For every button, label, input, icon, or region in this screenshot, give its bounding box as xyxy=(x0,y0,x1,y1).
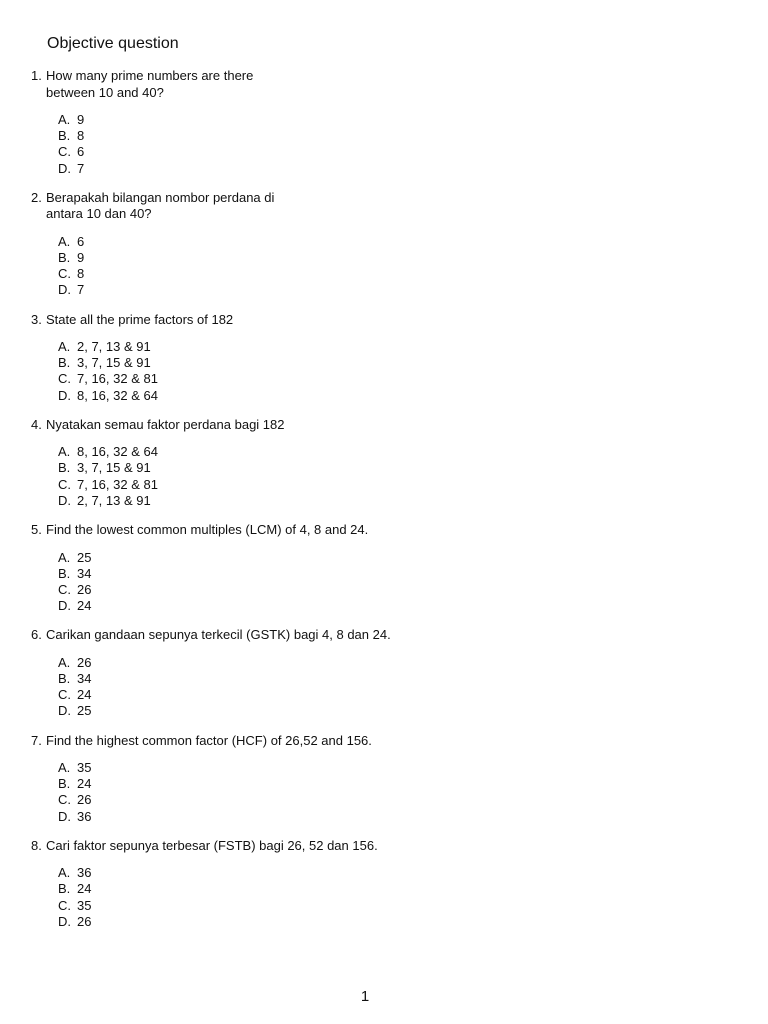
answer-option xyxy=(58,898,768,914)
question-item xyxy=(0,627,768,719)
option-letter: C. xyxy=(58,144,71,160)
option-value: 3, 7, 15 & 91 xyxy=(77,460,151,476)
question-stem xyxy=(0,838,446,855)
answer-option xyxy=(58,112,768,128)
option-value: 35 xyxy=(77,760,92,775)
option-letter: D. xyxy=(58,387,71,403)
option-letter: A. xyxy=(58,654,71,670)
answer-option xyxy=(58,339,768,355)
question-stem xyxy=(0,627,446,644)
option-letter: A. xyxy=(58,865,71,881)
option-letter: B. xyxy=(58,128,71,144)
question-text: Berapakah bilangan nombor perdana di antara 10 dan 40? xyxy=(46,189,275,222)
option-letter: B. xyxy=(58,670,71,686)
option-value: 8 xyxy=(77,266,85,282)
question-item xyxy=(0,190,768,299)
option-value: 26 xyxy=(77,654,92,670)
answer-option xyxy=(58,914,768,930)
option-letter: A. xyxy=(58,549,71,565)
question-stem xyxy=(0,190,326,223)
option-letter: A. xyxy=(58,233,71,249)
option-letter: C. xyxy=(58,266,71,282)
option-letter: C. xyxy=(58,476,71,492)
option-letter: D. xyxy=(58,598,71,614)
option-letter: B. xyxy=(58,355,71,371)
question-stem xyxy=(0,312,326,329)
option-letter: A. xyxy=(58,444,71,460)
option-value: 25 xyxy=(77,549,92,565)
option-letter: D. xyxy=(58,703,71,719)
question-item xyxy=(0,522,768,614)
option-value: 7, 16, 32 & 81 xyxy=(77,371,158,387)
option-letter: D. xyxy=(58,160,71,176)
option-value: 34 xyxy=(77,565,92,581)
option-letter: D. xyxy=(58,492,71,508)
question-text: Find the lowest common multiples (LCM) of 4, 8 and 24. xyxy=(46,522,369,537)
question-stem xyxy=(0,68,326,101)
question-number: 6. xyxy=(31,627,42,643)
answer-option xyxy=(58,266,768,282)
answer-option xyxy=(58,865,768,881)
answer-option xyxy=(58,355,768,371)
option-letter: B. xyxy=(58,249,71,265)
question-number: 2. xyxy=(31,189,42,205)
answer-option xyxy=(58,881,768,897)
option-letter: B. xyxy=(58,460,71,476)
option-letter: A. xyxy=(58,112,71,127)
option-value: 3, 7, 15 & 91 xyxy=(77,355,151,371)
answer-option xyxy=(58,477,768,493)
answer-option xyxy=(58,809,768,825)
option-value: 36 xyxy=(77,808,92,824)
answer-option xyxy=(58,371,768,387)
option-value: 36 xyxy=(77,865,92,881)
answer-option xyxy=(58,566,768,582)
option-value: 26 xyxy=(77,792,92,808)
option-letter: A. xyxy=(58,760,71,775)
option-value: 7 xyxy=(77,282,85,298)
question-number: 4. xyxy=(31,416,42,432)
question-item xyxy=(0,733,768,825)
option-value: 24 xyxy=(77,687,92,703)
option-list xyxy=(0,339,768,404)
option-letter: A. xyxy=(58,339,71,354)
question-item xyxy=(0,68,768,177)
option-letter: B. xyxy=(58,776,71,792)
answer-option xyxy=(58,234,768,250)
option-value: 8, 16, 32 & 64 xyxy=(77,387,158,403)
answer-option xyxy=(58,388,768,404)
answer-option xyxy=(58,687,768,703)
question-number: 1. xyxy=(31,68,42,83)
answer-option xyxy=(58,144,768,160)
option-letter: B. xyxy=(58,565,71,581)
option-list xyxy=(0,550,768,615)
answer-option xyxy=(58,703,768,719)
option-list xyxy=(0,760,768,825)
question-number: 7. xyxy=(31,732,42,748)
answer-option xyxy=(58,128,768,144)
answer-option xyxy=(58,282,768,298)
question-text: Cari faktor sepunya terbesar (FSTB) bagi 26, 52 dan 156. xyxy=(46,837,378,853)
answer-option xyxy=(58,792,768,808)
option-value: 26 xyxy=(77,581,92,597)
option-value: 24 xyxy=(77,881,92,897)
option-letter: D. xyxy=(58,282,71,298)
option-list xyxy=(0,444,768,509)
answer-option xyxy=(58,493,768,509)
option-value: 25 xyxy=(77,703,92,719)
question-item xyxy=(0,838,768,930)
option-value: 8, 16, 32 & 64 xyxy=(77,444,158,460)
answer-option xyxy=(58,776,768,792)
option-value: 34 xyxy=(77,670,92,686)
option-list xyxy=(0,234,768,299)
option-value: 2, 7, 13 & 91 xyxy=(77,339,151,354)
option-letter: C. xyxy=(58,687,71,703)
option-value: 26 xyxy=(77,913,92,929)
question-text: Nyatakan semau faktor perdana bagi 182 xyxy=(46,416,285,432)
answer-option xyxy=(58,550,768,566)
option-value: 35 xyxy=(77,897,92,913)
option-value: 7, 16, 32 & 81 xyxy=(77,476,158,492)
option-value: 24 xyxy=(77,776,92,792)
page-number: 1 xyxy=(360,988,370,1005)
option-letter: C. xyxy=(58,792,71,808)
question-item xyxy=(0,312,768,404)
option-letter: C. xyxy=(58,581,71,597)
option-letter: D. xyxy=(58,808,71,824)
answer-option xyxy=(58,250,768,266)
answer-option xyxy=(58,760,768,776)
option-value: 24 xyxy=(77,598,92,614)
answer-option xyxy=(58,161,768,177)
option-value: 8 xyxy=(77,128,85,144)
answer-option xyxy=(58,671,768,687)
question-text: Carikan gandaan sepunya terkecil (GSTK) bagi 4, 8 dan 24. xyxy=(46,627,391,643)
answer-option xyxy=(58,598,768,614)
question-stem xyxy=(0,522,446,539)
question-number: 3. xyxy=(31,311,42,327)
question-item xyxy=(0,417,768,509)
option-list xyxy=(0,655,768,720)
question-stem xyxy=(0,417,326,434)
option-list xyxy=(0,112,768,177)
answer-option xyxy=(58,655,768,671)
option-value: 6 xyxy=(77,233,85,249)
answer-option xyxy=(58,460,768,476)
option-value: 7 xyxy=(77,160,85,176)
question-text: State all the prime factors of 182 xyxy=(46,311,234,327)
option-list xyxy=(0,865,768,930)
question-text: Find the highest common factor (HCF) of 26,52 and 156. xyxy=(46,732,372,748)
question-number: 5. xyxy=(31,522,42,537)
answer-option xyxy=(58,444,768,460)
option-value: 9 xyxy=(77,112,85,127)
question-number: 8. xyxy=(31,837,42,853)
option-letter: B. xyxy=(58,881,71,897)
answer-option xyxy=(58,582,768,598)
question-list xyxy=(0,68,768,943)
option-letter: C. xyxy=(58,897,71,913)
option-value: 9 xyxy=(77,249,85,265)
question-text: How many prime numbers are there between 10 and 40? xyxy=(46,68,254,100)
question-stem xyxy=(0,733,446,750)
option-letter: D. xyxy=(58,913,71,929)
option-letter: C. xyxy=(58,371,71,387)
page-title: Objective question xyxy=(47,35,179,52)
option-value: 2, 7, 13 & 91 xyxy=(77,492,151,508)
option-value: 6 xyxy=(77,144,85,160)
